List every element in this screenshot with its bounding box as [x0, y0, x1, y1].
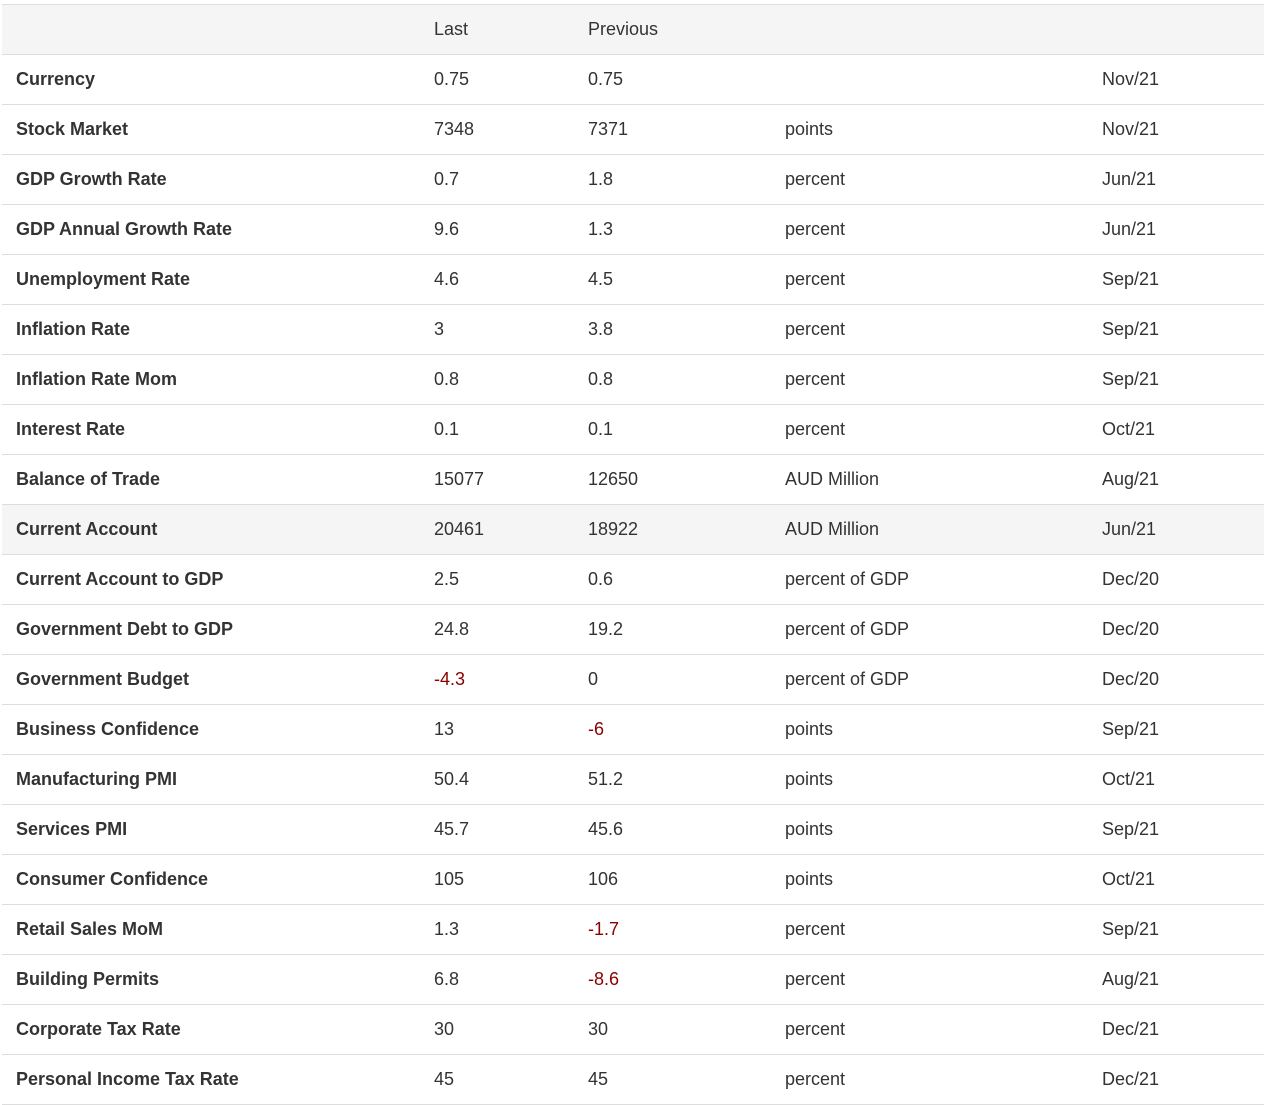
header-previous: Previous	[574, 5, 771, 55]
unit-label	[771, 55, 1088, 105]
header-unit	[771, 5, 1088, 55]
previous-value: 0.8	[574, 355, 771, 405]
table-row[interactable]	[2, 855, 1264, 905]
previous-value: -8.6	[574, 955, 771, 1005]
last-value: 24.8	[420, 605, 574, 655]
reference-date: Sep/21	[1088, 355, 1264, 405]
table-row[interactable]	[2, 555, 1264, 605]
unit-label: percent	[771, 355, 1088, 405]
indicator-name[interactable]: Inflation Rate Mom	[2, 355, 420, 405]
last-value: 4.6	[420, 255, 574, 305]
last-value: 1.3	[420, 905, 574, 955]
unit-label: percent of GDP	[771, 555, 1088, 605]
indicator-name[interactable]: Balance of Trade	[2, 455, 420, 505]
table-row[interactable]	[2, 455, 1264, 505]
previous-value: 7371	[574, 105, 771, 155]
previous-value: 0.1	[574, 405, 771, 455]
reference-date: Sep/21	[1088, 255, 1264, 305]
indicator-name[interactable]: Consumer Confidence	[2, 855, 420, 905]
reference-date: Sep/21	[1088, 905, 1264, 955]
table-header	[2, 5, 1264, 55]
reference-date: Sep/21	[1088, 805, 1264, 855]
indicator-name[interactable]: GDP Annual Growth Rate	[2, 205, 420, 255]
unit-label: AUD Million	[771, 455, 1088, 505]
last-value: 0.1	[420, 405, 574, 455]
last-value: 3	[420, 305, 574, 355]
previous-value: 106	[574, 855, 771, 905]
previous-value: 1.3	[574, 205, 771, 255]
indicator-name[interactable]: Inflation Rate	[2, 305, 420, 355]
previous-value: 45.6	[574, 805, 771, 855]
indicator-name[interactable]: Stock Market	[2, 105, 420, 155]
header-indicator	[2, 5, 420, 55]
table-row[interactable]	[2, 155, 1264, 205]
previous-value: 45	[574, 1055, 771, 1105]
last-value: 20461	[420, 505, 574, 555]
reference-date: Sep/21	[1088, 305, 1264, 355]
last-value: 50.4	[420, 755, 574, 805]
reference-date: Jun/21	[1088, 505, 1264, 555]
previous-value: 19.2	[574, 605, 771, 655]
unit-label: percent	[771, 955, 1088, 1005]
indicator-name[interactable]: Interest Rate	[2, 405, 420, 455]
unit-label: percent	[771, 905, 1088, 955]
indicator-name[interactable]: Services PMI	[2, 805, 420, 855]
unit-label: points	[771, 805, 1088, 855]
last-value: 13	[420, 705, 574, 755]
previous-value: 3.8	[574, 305, 771, 355]
last-value: 6.8	[420, 955, 574, 1005]
previous-value: 30	[574, 1005, 771, 1055]
indicator-name[interactable]: Manufacturing PMI	[2, 755, 420, 805]
unit-label: percent	[771, 255, 1088, 305]
reference-date: Aug/21	[1088, 955, 1264, 1005]
last-value: 15077	[420, 455, 574, 505]
reference-date: Oct/21	[1088, 405, 1264, 455]
indicator-name[interactable]: GDP Growth Rate	[2, 155, 420, 205]
table-row[interactable]	[2, 905, 1264, 955]
reference-date: Oct/21	[1088, 855, 1264, 905]
unit-label: percent	[771, 1055, 1088, 1105]
indicator-name[interactable]: Unemployment Rate	[2, 255, 420, 305]
reference-date: Dec/20	[1088, 555, 1264, 605]
header-date	[1088, 5, 1264, 55]
indicator-name[interactable]: Currency	[2, 55, 420, 105]
unit-label: percent	[771, 155, 1088, 205]
last-value: 45	[420, 1055, 574, 1105]
table-row[interactable]	[2, 955, 1264, 1005]
reference-date: Nov/21	[1088, 105, 1264, 155]
table-row[interactable]	[2, 105, 1264, 155]
table-row[interactable]	[2, 1005, 1264, 1055]
previous-value: 1.8	[574, 155, 771, 205]
previous-value: -6	[574, 705, 771, 755]
reference-date: Dec/21	[1088, 1055, 1264, 1105]
unit-label: points	[771, 705, 1088, 755]
table-row[interactable]	[2, 355, 1264, 405]
previous-value: -1.7	[574, 905, 771, 955]
last-value: 45.7	[420, 805, 574, 855]
reference-date: Sep/21	[1088, 705, 1264, 755]
last-value: 9.6	[420, 205, 574, 255]
unit-label: percent of GDP	[771, 655, 1088, 705]
last-value: 0.8	[420, 355, 574, 405]
table-row[interactable]	[2, 755, 1264, 805]
last-value: 0.7	[420, 155, 574, 205]
table-row[interactable]	[2, 705, 1264, 755]
previous-value: 18922	[574, 505, 771, 555]
reference-date: Nov/21	[1088, 55, 1264, 105]
unit-label: points	[771, 755, 1088, 805]
table-row[interactable]	[2, 655, 1264, 705]
previous-value: 4.5	[574, 255, 771, 305]
previous-value: 12650	[574, 455, 771, 505]
indicator-name[interactable]: Corporate Tax Rate	[2, 1005, 420, 1055]
last-value: -4.3	[420, 655, 574, 705]
table-row[interactable]	[2, 305, 1264, 355]
unit-label: AUD Million	[771, 505, 1088, 555]
indicator-name[interactable]: Retail Sales MoM	[2, 905, 420, 955]
table-row[interactable]	[2, 405, 1264, 455]
unit-label: percent	[771, 205, 1088, 255]
reference-date: Dec/20	[1088, 655, 1264, 705]
unit-label: points	[771, 855, 1088, 905]
last-value: 2.5	[420, 555, 574, 605]
indicator-name[interactable]: Personal Income Tax Rate	[2, 1055, 420, 1105]
indicator-name[interactable]: Current Account to GDP	[2, 555, 420, 605]
reference-date: Jun/21	[1088, 205, 1264, 255]
header-row	[2, 5, 1264, 55]
last-value: 30	[420, 1005, 574, 1055]
indicators-table-container	[2, 4, 1264, 1105]
previous-value: 0	[574, 655, 771, 705]
previous-value: 0.75	[574, 55, 771, 105]
reference-date: Aug/21	[1088, 455, 1264, 505]
indicator-name[interactable]: Building Permits	[2, 955, 420, 1005]
table-row[interactable]	[2, 1055, 1264, 1105]
table-row[interactable]	[2, 805, 1264, 855]
reference-date: Dec/20	[1088, 605, 1264, 655]
last-value: 7348	[420, 105, 574, 155]
unit-label: percent	[771, 405, 1088, 455]
table-row[interactable]	[2, 205, 1264, 255]
header-last: Last	[420, 5, 574, 55]
table-row[interactable]	[2, 505, 1264, 555]
indicator-name[interactable]: Government Budget	[2, 655, 420, 705]
reference-date: Dec/21	[1088, 1005, 1264, 1055]
unit-label: percent of GDP	[771, 605, 1088, 655]
unit-label: percent	[771, 1005, 1088, 1055]
indicator-name[interactable]: Business Confidence	[2, 705, 420, 755]
table-body	[2, 55, 1264, 1105]
reference-date: Oct/21	[1088, 755, 1264, 805]
reference-date: Jun/21	[1088, 155, 1264, 205]
last-value: 105	[420, 855, 574, 905]
table-row[interactable]	[2, 55, 1264, 105]
table-row[interactable]	[2, 255, 1264, 305]
indicator-name[interactable]: Current Account	[2, 505, 420, 555]
unit-label: percent	[771, 305, 1088, 355]
previous-value: 0.6	[574, 555, 771, 605]
indicator-name[interactable]: Government Debt to GDP	[2, 605, 420, 655]
unit-label: points	[771, 105, 1088, 155]
previous-value: 51.2	[574, 755, 771, 805]
indicators-table	[2, 4, 1264, 1105]
last-value: 0.75	[420, 55, 574, 105]
table-row[interactable]	[2, 605, 1264, 655]
